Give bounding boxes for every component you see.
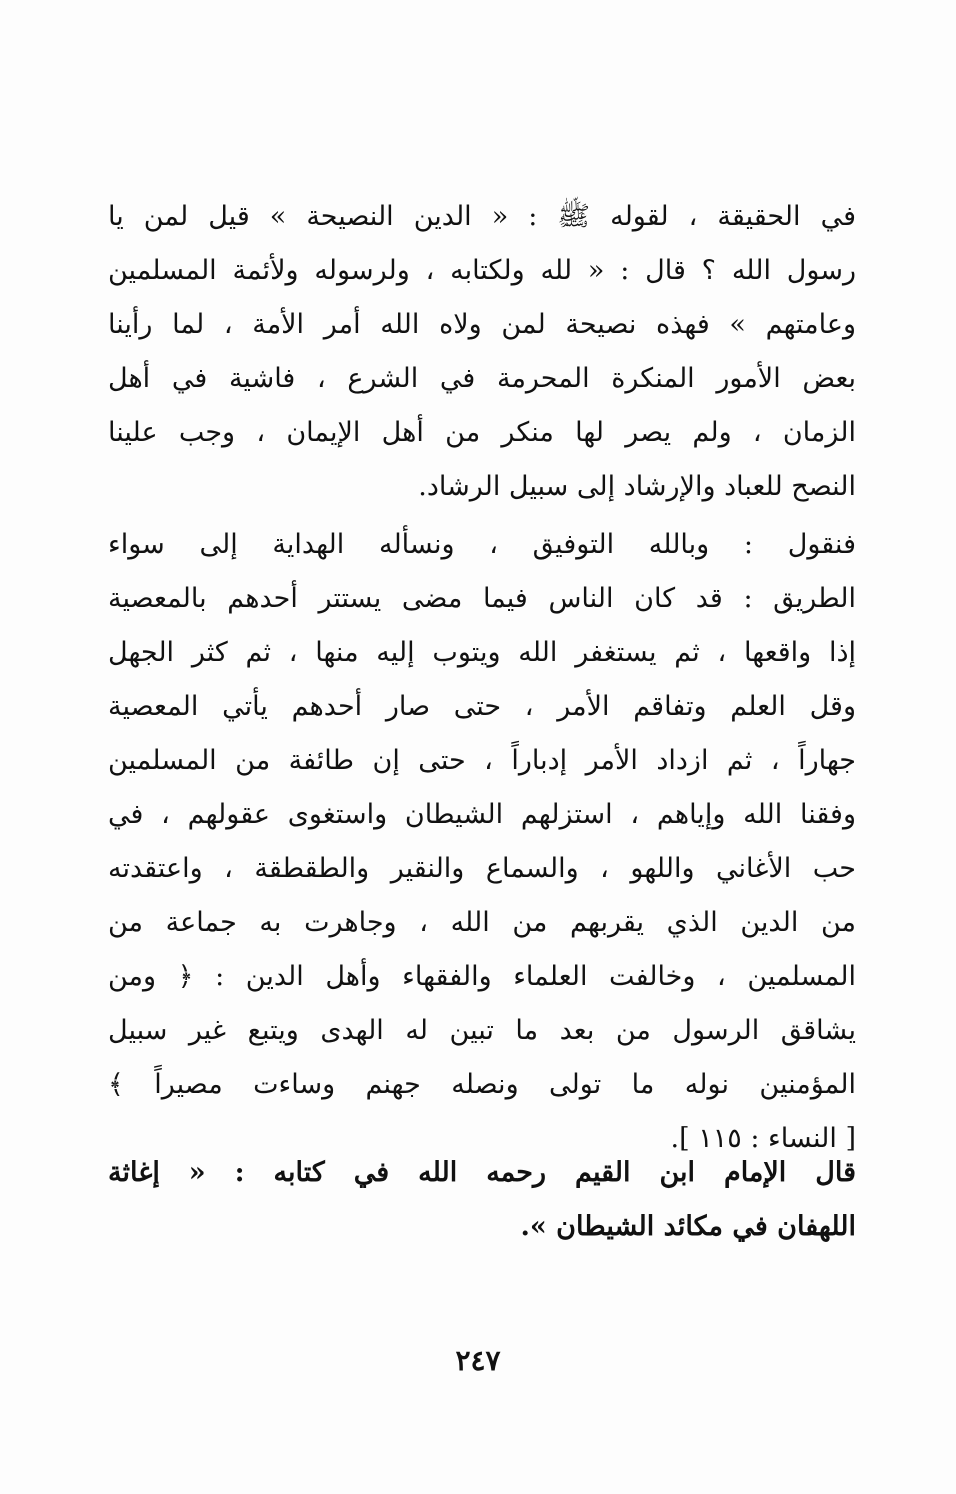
text-line: اللهفان في مكائد الشيطان ».	[520, 1211, 856, 1242]
text-line: حب الأغاني واللهو ، والسماع والنقير والطقطقة ، واعتقدته	[108, 853, 856, 884]
paragraph-2	[108, 518, 856, 1166]
text-line: بعض الأمور المنكرة المحرمة في الشرع ، فاشية في أهل	[108, 363, 856, 394]
text-line: في الحقيقة ، لقوله ﷺ : « الدين النصيحة » قيل لمن يا	[108, 201, 856, 232]
page-number: ٢٤٧	[455, 1344, 501, 1377]
text-line: فنقول : وبالله التوفيق ، ونسأله الهداية إلى سواء	[108, 529, 856, 560]
text-line: النصح للعباد والإرشاد إلى سبيل الرشاد.	[418, 471, 856, 502]
text-line: المسلمين ، وخالفت العلماء والفقهاء وأهل الدين : ﴿ ومن	[108, 961, 856, 992]
paragraph-1	[108, 190, 856, 514]
paragraph-3	[108, 1146, 856, 1254]
text-line: الزمان ، ولم يصر لها منكر من أهل الإيمان ، وجب علينا	[108, 417, 856, 448]
text-line: الطريق : قد كان الناس فيما مضى يستتر أحدهم بالمعصية	[108, 583, 856, 614]
text-line: من الدين الذي يقربهم من الله ، وجاهرت به جماعة من	[108, 907, 856, 938]
text-line: رسول الله ؟ قال : « لله ولكتابه ، ولرسوله ولأئمة المسلمين	[108, 255, 856, 286]
text-line: قال الإمام ابن القيم رحمه الله في كتابه : « إغاثة	[108, 1157, 856, 1188]
text-line: [ النساء : ١١٥ ].	[670, 1123, 856, 1154]
text-line: وفقنا الله وإياهم ، استزلهم الشيطان واستغوى عقولهم ، في	[108, 799, 856, 830]
text-line: إذا واقعها ، ثم يستغفر الله ويتوب إليه منها ، ثم كثر الجهل	[108, 637, 856, 668]
text-line: يشاقق الرسول من بعد ما تبين له الهدى ويتبع غير سبيل	[108, 1015, 856, 1046]
text-line: جهاراً ، ثم ازداد الأمر إدباراً ، حتى إن طائفة من المسلمين	[108, 745, 856, 776]
text-line: المؤمنين نوله ما تولى ونصله جهنم وساءت مصيراً ﴾	[108, 1069, 856, 1100]
text-line: وعامتهم » فهذه نصيحة لمن ولاه الله أمر الأمة ، لما رأينا	[108, 309, 856, 340]
text-line: وقل العلم وتفاقم الأمر ، حتى صار أحدهم يأتي المعصية	[108, 691, 856, 722]
